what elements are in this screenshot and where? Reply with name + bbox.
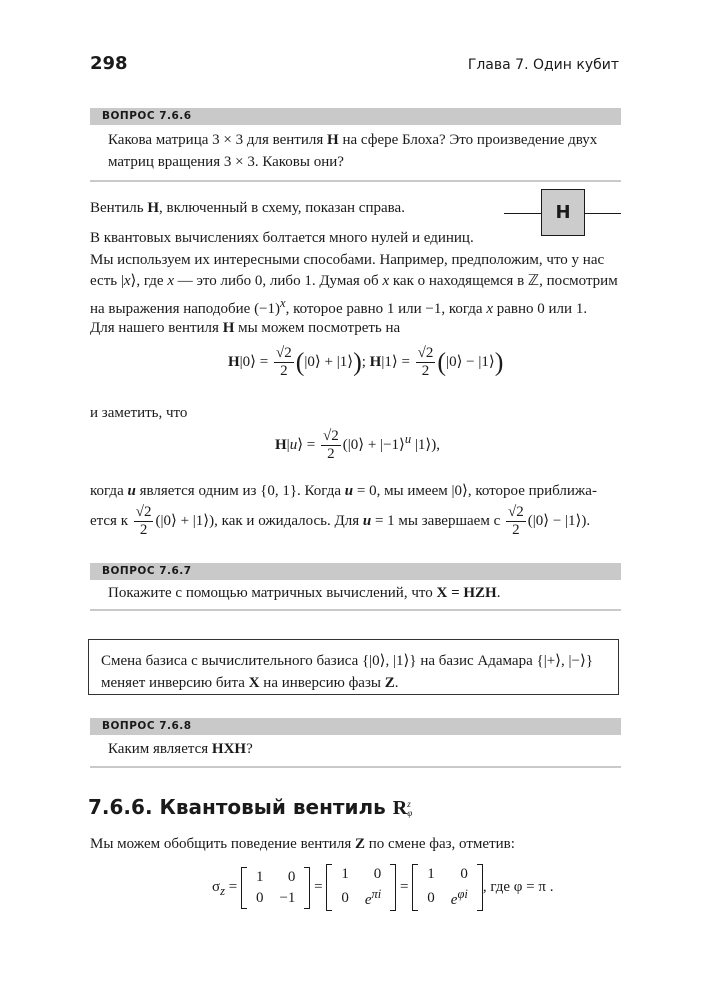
text-line: Мы используем их интересными способами. Например, предположим, что у нас [90,251,605,268]
math-symbol: ⟩ [297,436,304,453]
text-span: — это либо 0, либо 1. Думая об [173,273,383,289]
math-superscript: z [407,798,411,809]
math-subscript: z [220,883,225,898]
math-var: x [167,273,174,289]
text-span: ется к [90,512,132,529]
text-span: , которое равно 1 или −1, когда [285,300,487,317]
question-label: ВОПРОС 7.6.7 [90,563,621,580]
section-heading [88,795,412,820]
text-span: = 1 мы завершаем с [371,512,504,529]
text-span: Вентиль [90,200,148,216]
math-paren: ( [437,347,447,377]
bold-text: Z [384,675,395,691]
text-span: является одним из {0, 1}. Когда [135,483,345,499]
math-ket: |0⟩ [239,353,257,370]
question-text-bold: H [327,132,339,148]
matrix-cell: 0 [287,868,296,885]
text-span: Мы можем обобщить поведение вентиля [90,836,355,852]
paragraph: и заметить, что [90,405,188,421]
text-span: равно 0 или 1. [493,300,588,317]
question-text [108,738,624,760]
question-text [108,129,624,173]
text-span: , включенный в схему, показан справа. [159,200,405,216]
math-expr: |0⟩ + |1⟩ [304,353,354,370]
matrix-cell: 1 [427,866,435,882]
math-expr: |1⟩), [411,436,440,453]
math-var: u [127,483,136,499]
paragraph [90,834,622,856]
text-line [90,293,622,321]
callout-line: Смена базиса с вычислительного базиса {|0⟩, |1⟩} на базис Адамара {|+⟩, |−⟩} [101,653,594,669]
equation-sigma-z [212,864,553,911]
text-span: есть | [90,273,124,289]
text-span: меняет инверсию бита [101,675,249,691]
text-span: мы можем посмотреть на [234,320,401,336]
question-rule [90,180,621,182]
math-expr: (|0⟩ − |1⟩) [527,512,587,529]
fraction-denominator: 2 [327,446,335,462]
math-symbol: ; [361,353,370,370]
paragraph [90,198,490,220]
matrix-cell: 0 [427,889,435,906]
fraction-numerator: √2 [135,504,152,520]
matrix [412,864,483,911]
math-symbol: H [275,436,287,453]
question-rule [90,766,621,768]
bold-text: X [248,675,260,691]
text-span: = 0, мы имеем |0⟩, которое приближа- [353,483,597,499]
math-symbol: = [306,436,316,453]
text-span: Для нашего вентиля [90,320,223,336]
question-text [108,582,624,604]
fraction-numerator: √2 [507,504,524,520]
equation-h-u [275,428,440,463]
math-symbol: = [259,353,269,370]
matrix-cell [443,885,476,911]
math-expr: (|0⟩ + |−1⟩ [342,436,405,453]
text-line: В квантовых вычислениях болтается много нулей и единиц. [90,230,474,246]
matrix-cell: 1 [255,868,264,885]
r-indices [407,800,412,818]
text-line [90,271,622,293]
paragraph [90,318,622,340]
text-span: по смене фаз, отметив: [364,836,515,852]
math-subscript: φ [407,807,413,818]
fraction-numerator: √2 [417,345,434,361]
h-gate-box: H [541,189,585,236]
question-text-part: на сфере Блоха? Это произведение двух матриц вращения 3 × 3. Каковы они? [108,132,598,170]
math-symbol: R [392,797,408,819]
fraction [506,504,526,539]
text-span: , как и ожидалось. Для [214,512,363,529]
math-paren: ( [295,347,305,377]
math-expr: |0⟩ − |1⟩ [446,353,495,370]
text-span: на выражения наподобие (−1) [90,300,281,317]
bold-text: Z [354,836,365,852]
math-var: u [289,436,298,453]
fraction-denominator: 2 [421,363,430,379]
matrix-cell: 0 [341,889,349,906]
math-symbol: | [286,436,290,453]
math-var: e [364,892,372,908]
paragraph [90,481,622,503]
question-rule [90,609,621,611]
question-text-part: Каким является [108,741,212,757]
math-expr: (|0⟩ + |1⟩) [155,512,215,529]
matrix-cell [357,885,389,911]
math-symbol: H [369,353,382,370]
bold-text: H [222,320,235,336]
math-symbol: = [401,353,410,370]
fraction-denominator: 2 [139,522,148,538]
math-var: x [486,300,494,317]
text-span: . [394,675,399,691]
math-paren: ) [353,347,362,377]
question-label: ВОПРОС 7.6.6 [90,108,621,125]
fraction-numerator: √2 [276,345,292,361]
callout-line [101,672,606,694]
math-ket: |1⟩ [381,353,398,370]
math-symbol: = [400,878,409,895]
question-text-part: Какова матрица 3 × 3 для вентиля [108,132,328,148]
text-span: на инверсию фазы [259,675,385,691]
fraction [416,345,436,380]
running-head: Глава 7. Один кубит [467,57,619,73]
question-text-part: Покажите с помощью матричных вычислений, что [108,585,437,601]
fraction-denominator: 2 [512,522,520,538]
math-var: x [382,273,390,289]
math-symbol: = [228,878,238,895]
math-var: x [123,273,131,289]
bold-text: H [147,200,160,216]
question-text-part: . [496,585,501,601]
section-title: 7.6.6. Квантовый вентиль [88,795,393,819]
math-symbol: = [314,878,323,895]
paragraph [90,228,622,320]
math-var: e [450,892,458,908]
fraction [274,345,294,380]
fraction-denominator: 2 [280,363,288,379]
paragraph [90,504,622,539]
fraction [321,428,341,463]
text-span: . [586,512,591,529]
math-symbol: H [228,353,240,370]
matrix-cell: 0 [373,866,382,882]
matrix-cell: 1 [341,866,349,882]
matrix [326,864,396,911]
math-var: x [280,295,286,310]
question-text-bold: X = HZH [436,585,497,601]
matrix-cell: 0 [255,889,264,906]
math-var: u [344,483,354,499]
text-span: ⟩, где [130,273,168,289]
math-var: u [362,512,372,529]
fraction-numerator: √2 [323,428,339,444]
math-symbol: σ [212,878,221,895]
question-label: ВОПРОС 7.6.8 [90,718,621,735]
math-superscript: πi [371,887,382,901]
page-number: 298 [90,53,128,74]
fraction [134,504,154,539]
question-text-part: ? [246,741,253,757]
matrix [241,867,310,909]
matrix-cell: 0 [460,866,468,882]
callout-box [88,639,619,695]
equation-h-basis [228,345,503,380]
question-text-bold: HXH [211,741,247,757]
math-superscript: φi [457,887,468,901]
text-span: когда [90,483,128,499]
math-expr: , где φ = π . [482,878,554,895]
math-paren: ) [494,347,504,377]
math-var: u [404,431,412,446]
text-span: как о находящемся в ℤ, посмотрим [389,273,618,289]
matrix-cell: −1 [279,889,296,906]
